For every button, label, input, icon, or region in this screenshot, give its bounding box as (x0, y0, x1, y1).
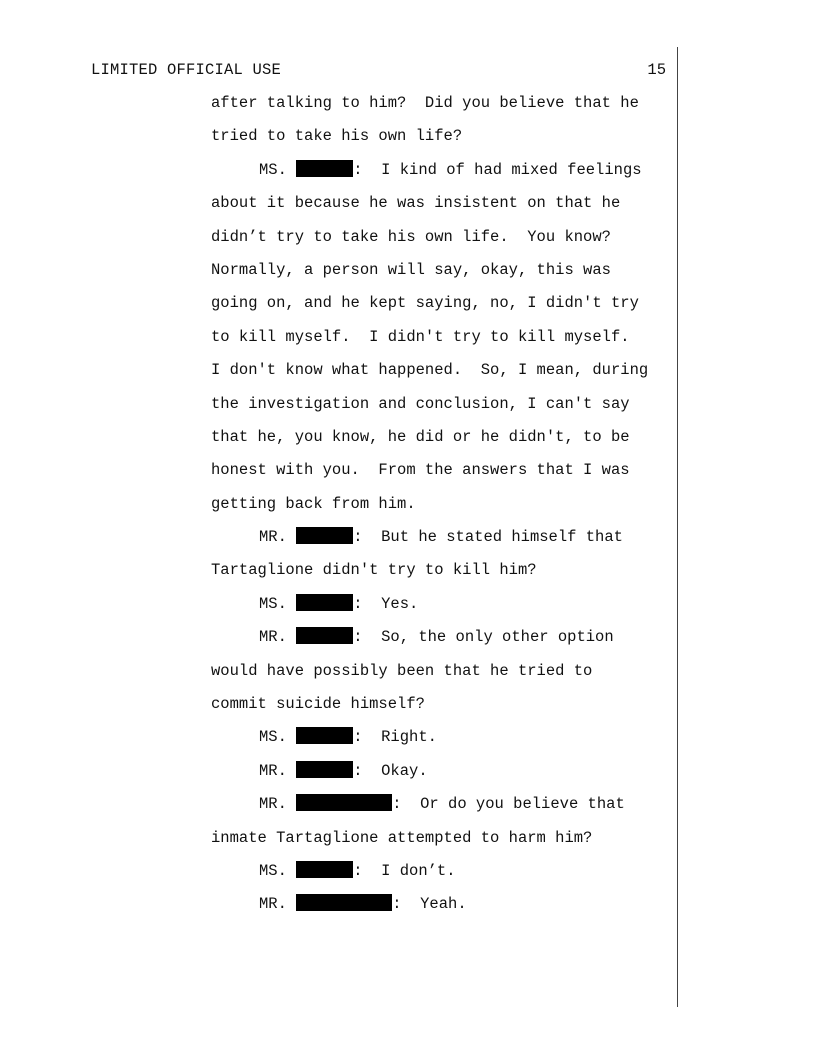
speaker-line (259, 894, 467, 914)
redacted-name-box (296, 727, 353, 744)
speaker-line (259, 794, 625, 814)
transcript-line (0, 394, 680, 427)
line-text: Normally, a person will say, okay, this was (211, 260, 611, 279)
transcript-line (0, 327, 680, 360)
transcript-line (0, 828, 680, 861)
line-text: I don't know what happened. So, I mean, during (211, 361, 649, 380)
transcript-line (0, 93, 680, 126)
line-text: going on, and he kept saying, no, I didn't try (211, 294, 639, 313)
redacted-name-box (296, 894, 392, 911)
redacted-name-box (296, 861, 353, 878)
transcript-line (0, 560, 680, 593)
spoken-text: : Right. (353, 728, 437, 747)
line-text: commit suicide himself? (211, 695, 425, 714)
line-text: didn’t try to take his own life. You know? (211, 227, 611, 246)
line-text: getting back from him. (211, 494, 416, 513)
line-text: about it because he was insistent on that he (211, 194, 621, 213)
transcript-line (0, 861, 680, 894)
speaker-line (259, 761, 428, 781)
transcript-line (0, 260, 680, 293)
transcript-line (0, 360, 680, 393)
redacted-name-box (296, 761, 353, 778)
transcript-line (0, 661, 680, 694)
speaker-line (259, 727, 437, 747)
transcript-line (0, 227, 680, 260)
line-text: that he, you know, he did or he didn't, to be (211, 427, 630, 446)
speaker-line (259, 594, 418, 614)
spoken-text: : Yeah. (392, 895, 467, 914)
line-text: after talking to him? Did you believe that he (211, 94, 639, 112)
spoken-text: : I don’t. (353, 861, 456, 880)
redacted-name-box (296, 160, 353, 177)
speaker-label: MS. (259, 160, 287, 179)
speaker-line (259, 627, 614, 647)
speaker-label: MR. (259, 628, 287, 647)
spoken-text: : So, the only other option (353, 628, 614, 647)
line-text: inmate Tartaglione attempted to harm him? (211, 828, 593, 847)
speaker-label: MS. (259, 728, 287, 747)
speaker-line (259, 160, 642, 180)
spoken-text: : Okay. (353, 761, 428, 780)
page-number: 15 (647, 61, 666, 79)
transcript-line (0, 627, 680, 660)
transcript-line (0, 894, 680, 927)
redacted-name-box (296, 527, 353, 544)
speaker-label: MR. (259, 795, 287, 814)
speaker-line (259, 861, 456, 881)
speaker-label: MS. (259, 594, 287, 613)
spoken-text: : Or do you believe that (392, 795, 625, 814)
transcript-line (0, 694, 680, 727)
speaker-label: MS. (259, 861, 287, 880)
speaker-label: MR. (259, 895, 287, 914)
transcript-line (0, 193, 680, 226)
transcript-line (0, 494, 680, 527)
transcript-line (0, 160, 680, 193)
redacted-name-box (296, 627, 353, 644)
redacted-name-box (296, 594, 353, 611)
line-text: Tartaglione didn't try to kill him? (211, 561, 537, 580)
transcript-line (0, 527, 680, 560)
transcript-line (0, 727, 680, 760)
transcript-line (0, 293, 680, 326)
spoken-text: : I kind of had mixed feelings (353, 160, 642, 179)
speaker-label: MR. (259, 528, 287, 547)
line-text: honest with you. From the answers that I was (211, 461, 630, 480)
spoken-text: : Yes. (353, 594, 419, 613)
transcript-line (0, 594, 680, 627)
transcript-line (0, 427, 680, 460)
transcript-line (0, 460, 680, 493)
redacted-name-box (296, 794, 392, 811)
classification-header: LIMITED OFFICIAL USE (91, 61, 282, 79)
line-text: the investigation and conclusion, I can't say (211, 394, 630, 413)
transcript-line (0, 761, 680, 794)
transcript-line (0, 794, 680, 827)
transcript-lines (0, 93, 680, 928)
line-text: to kill myself. I didn't try to kill myself. (211, 327, 630, 346)
spoken-text: : But he stated himself that (353, 528, 623, 547)
speaker-label: MR. (259, 761, 287, 780)
speaker-line (259, 527, 623, 547)
line-text: would have possibly been that he tried to (211, 661, 593, 680)
line-text: tried to take his own life? (211, 127, 463, 146)
transcript-line (0, 126, 680, 159)
